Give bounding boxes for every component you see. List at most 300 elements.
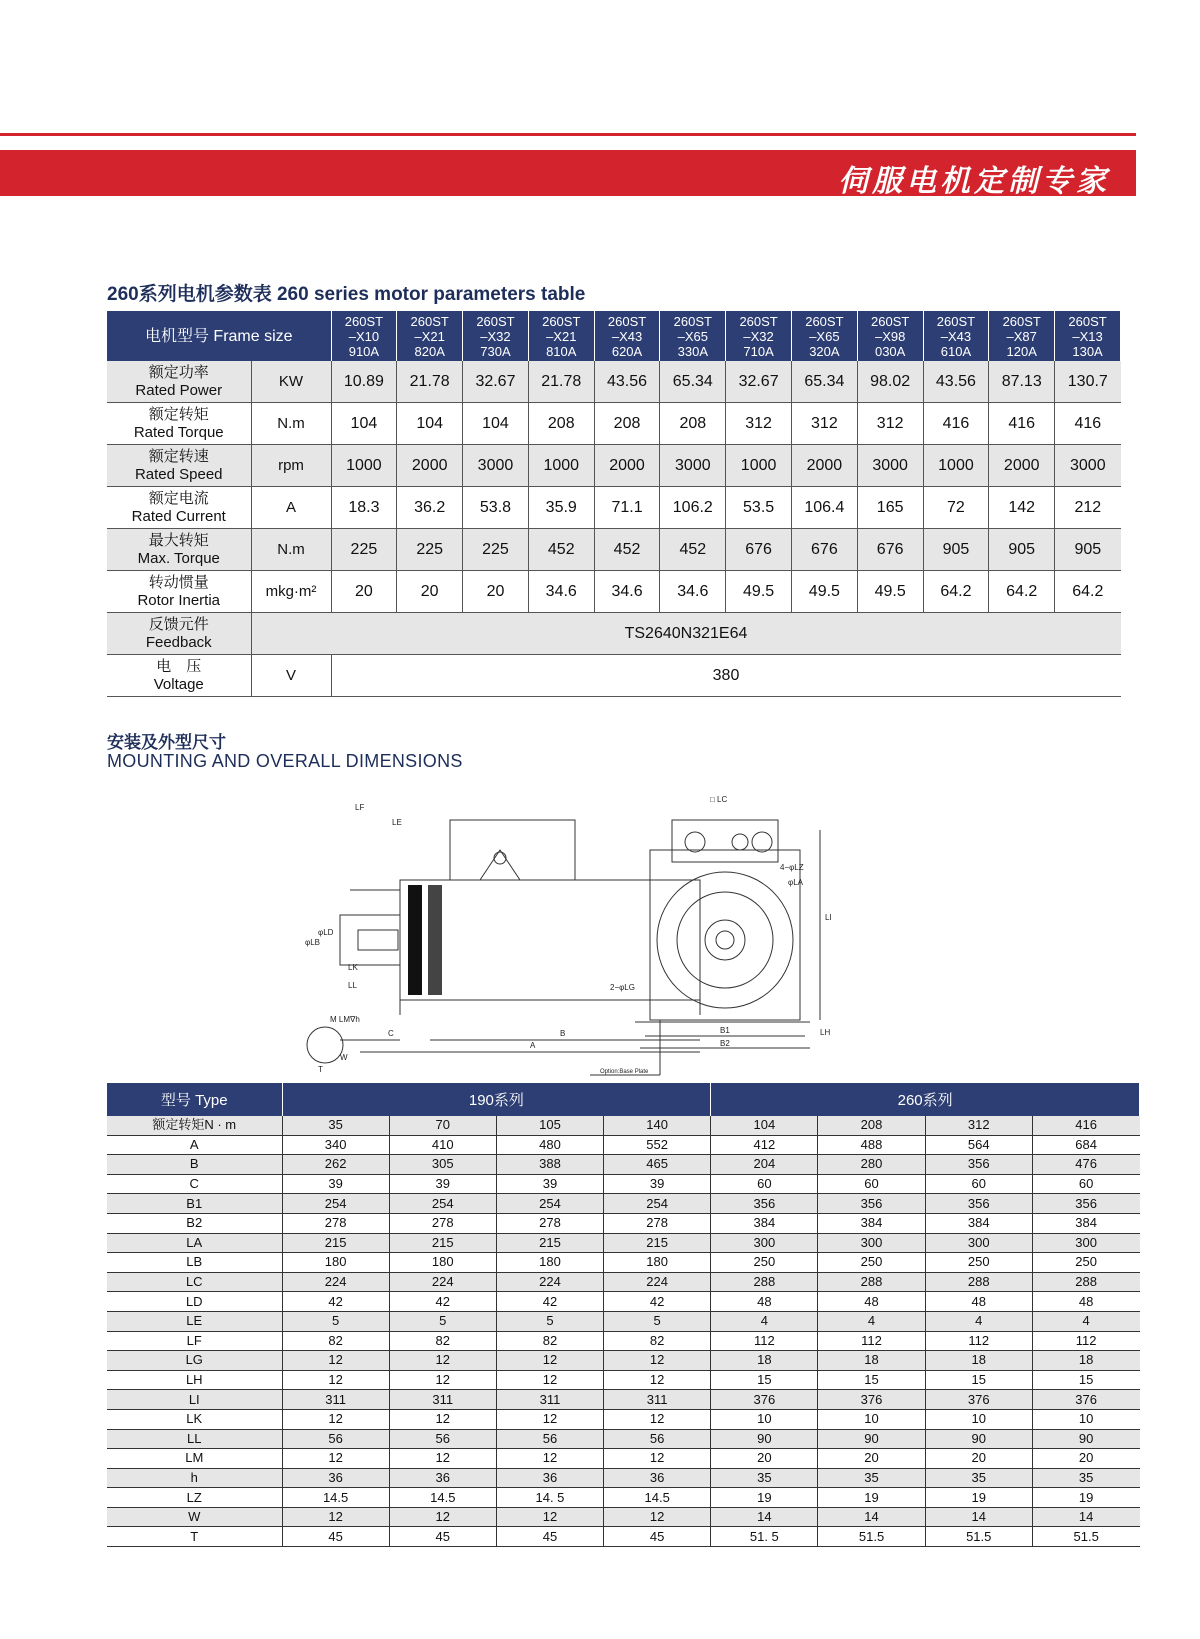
dim-value: 376 <box>925 1390 1032 1410</box>
dim-value: 12 <box>604 1409 711 1429</box>
param-value: 64.2 <box>923 571 989 613</box>
dim-value: 5 <box>496 1311 603 1331</box>
param-label-en: Rated Current <box>131 507 226 525</box>
dim-value: 384 <box>925 1213 1032 1233</box>
param-label-en: Rated Speed <box>134 465 223 483</box>
dim-label: LI <box>107 1390 282 1410</box>
label-lh: LH <box>820 1028 831 1037</box>
model-code-part: 610A <box>940 343 972 359</box>
param-value: 2000 <box>594 445 660 487</box>
dim-value: 224 <box>282 1272 389 1292</box>
dim-value: 180 <box>496 1253 603 1273</box>
param-value: 452 <box>594 529 660 571</box>
param-value: 49.5 <box>791 571 857 613</box>
model-code-part: –X21 <box>546 328 577 344</box>
param-value: 106.2 <box>660 487 726 529</box>
dim-value: 552 <box>604 1135 711 1155</box>
param-value: 98.02 <box>857 361 923 403</box>
dim-value: 20 <box>1032 1449 1139 1469</box>
header-banner <box>0 150 1136 199</box>
dim-value: 45 <box>496 1527 603 1547</box>
dim-value: 14.5 <box>604 1488 711 1508</box>
model-code-part: 820A <box>414 343 445 359</box>
dim-label: LE <box>107 1311 282 1331</box>
dim-value: 51. 5 <box>711 1527 818 1547</box>
param-value: 416 <box>989 403 1055 445</box>
param-value: 104 <box>397 403 463 445</box>
feedback-label-cn: 反馈元件 <box>148 615 209 633</box>
dim-value: 288 <box>925 1272 1032 1292</box>
dim-row <box>107 1292 1140 1312</box>
param-value: 312 <box>726 403 792 445</box>
dim-value: 60 <box>925 1174 1032 1194</box>
voltage-row <box>107 655 1121 697</box>
dim-value: 12 <box>389 1409 496 1429</box>
label-ll: LL <box>348 981 357 990</box>
label-a: A <box>530 1041 536 1050</box>
dim-value: 12 <box>496 1370 603 1390</box>
model-code-part: 260ST <box>542 313 581 329</box>
param-value: 3000 <box>1055 445 1121 487</box>
param-value: 1000 <box>726 445 792 487</box>
dim-value: 14.5 <box>389 1488 496 1508</box>
param-value: 208 <box>594 403 660 445</box>
dim-value: 480 <box>496 1135 603 1155</box>
label-lz: 4−φLZ <box>780 863 804 872</box>
dim-row <box>107 1429 1140 1449</box>
feedback-row <box>107 613 1121 655</box>
param-value: 32.67 <box>726 361 792 403</box>
model-header <box>660 311 726 361</box>
param-value: 208 <box>660 403 726 445</box>
dim-value: 18 <box>818 1351 925 1371</box>
dim-value: 224 <box>389 1272 496 1292</box>
dim-row <box>107 1527 1140 1547</box>
dim-value: 488 <box>818 1135 925 1155</box>
dim-value: 180 <box>604 1253 711 1273</box>
model-code-part: 260ST <box>1002 313 1041 329</box>
param-value: 20 <box>463 571 529 613</box>
dim-value: 15 <box>711 1370 818 1390</box>
dim-value: 18 <box>1032 1351 1139 1371</box>
label-li: LI <box>825 913 832 922</box>
dim-value: 356 <box>925 1194 1032 1214</box>
dim-value: 5 <box>604 1311 711 1331</box>
model-code-part: –X98 <box>874 328 906 344</box>
dim-value: 465 <box>604 1155 711 1175</box>
voltage-label-en: Voltage <box>153 675 204 693</box>
dim-value: 300 <box>711 1233 818 1253</box>
param-value: 35.9 <box>528 487 594 529</box>
model-header <box>594 311 660 361</box>
model-code-part: 260ST <box>739 313 778 329</box>
param-label <box>107 445 251 487</box>
dim-value: 12 <box>282 1449 389 1469</box>
param-value: 20 <box>331 571 397 613</box>
label-lf: LF <box>355 803 365 812</box>
dim-value: 20 <box>925 1449 1032 1469</box>
dim-row <box>107 1116 1140 1135</box>
param-label-cn: 额定转速 <box>148 447 209 465</box>
dim-value: 12 <box>496 1507 603 1527</box>
dim-value: 388 <box>496 1155 603 1175</box>
dim-value: 288 <box>1032 1272 1139 1292</box>
dim-value: 4 <box>925 1311 1032 1331</box>
dim-value: 90 <box>818 1429 925 1449</box>
dim-value: 39 <box>282 1174 389 1194</box>
dim-value: 250 <box>818 1253 925 1273</box>
param-unit: A <box>251 487 331 529</box>
model-code-part: 260ST <box>673 313 712 329</box>
dim-value: 262 <box>282 1155 389 1175</box>
dim-value: 42 <box>604 1292 711 1312</box>
dim-value: 10 <box>818 1409 925 1429</box>
model-code-part: 130A <box>1072 343 1103 359</box>
dim-value: 112 <box>1032 1331 1139 1351</box>
param-value: 34.6 <box>660 571 726 613</box>
dim-value: 376 <box>818 1390 925 1410</box>
param-value: 21.78 <box>528 361 594 403</box>
param-value: 225 <box>463 529 529 571</box>
model-header <box>726 311 792 361</box>
param-row <box>107 445 1121 487</box>
model-code-part: 910A <box>348 343 380 359</box>
param-value: 3000 <box>463 445 529 487</box>
dim-value: 14. 5 <box>496 1488 603 1508</box>
dim-label: A <box>107 1135 282 1155</box>
param-label <box>107 403 251 445</box>
dim-value: 215 <box>496 1233 603 1253</box>
dim-value: 48 <box>711 1292 818 1312</box>
dim-value: 51.5 <box>1032 1527 1139 1547</box>
model-code-part: 620A <box>611 343 643 359</box>
model-code-part: –X87 <box>1006 328 1037 344</box>
dim-value: 48 <box>818 1292 925 1312</box>
dim-value: 278 <box>496 1213 603 1233</box>
param-value: 36.2 <box>397 487 463 529</box>
param-value: 49.5 <box>857 571 923 613</box>
param-label <box>107 571 251 613</box>
dim-value: 39 <box>389 1174 496 1194</box>
dim-value: 36 <box>282 1468 389 1488</box>
dim-value: 45 <box>282 1527 389 1547</box>
param-label-cn: 额定电流 <box>148 489 209 507</box>
label-lc: □ LC <box>710 795 728 804</box>
dim-value: 82 <box>496 1331 603 1351</box>
dim-value: 104 <box>711 1116 818 1135</box>
dim-value: 305 <box>389 1155 496 1175</box>
dim-value: 12 <box>282 1507 389 1527</box>
model-code-part: 030A <box>874 343 906 359</box>
dim-value: 15 <box>1032 1370 1139 1390</box>
model-code-part: –X32 <box>480 328 511 344</box>
param-value: 312 <box>857 403 923 445</box>
dim-value: 70 <box>389 1116 496 1135</box>
dim-value: 254 <box>604 1194 711 1214</box>
param-unit: KW <box>251 361 331 403</box>
motor-front-view <box>650 850 800 1020</box>
dim-value: 51.5 <box>818 1527 925 1547</box>
param-value: 43.56 <box>594 361 660 403</box>
series-260-header: 260系列 <box>711 1083 1140 1116</box>
dim-label: LL <box>107 1429 282 1449</box>
param-value: 43.56 <box>923 361 989 403</box>
label-lg: 2−φLG <box>610 983 635 992</box>
voltage-unit: V <box>251 655 331 697</box>
dim-value: 254 <box>496 1194 603 1214</box>
param-value: 65.34 <box>660 361 726 403</box>
model-code-part: –X65 <box>809 328 840 344</box>
param-value: 53.5 <box>726 487 792 529</box>
dim-label: h <box>107 1468 282 1488</box>
dim-value: 12 <box>389 1370 496 1390</box>
dim-value: 384 <box>818 1213 925 1233</box>
param-row <box>107 487 1121 529</box>
param-value: 312 <box>791 403 857 445</box>
dim-row <box>107 1194 1140 1214</box>
param-label-cn: 最大转矩 <box>148 531 209 549</box>
dim-value: 90 <box>711 1429 818 1449</box>
type-header: 型号 Type <box>107 1083 282 1116</box>
dim-value: 311 <box>282 1390 389 1410</box>
dim-value: 180 <box>282 1253 389 1273</box>
dim-row <box>107 1253 1140 1273</box>
param-unit: mkg·m² <box>251 571 331 613</box>
param-value: 452 <box>528 529 594 571</box>
param-label <box>107 529 251 571</box>
frame-size-header: 电机型号 Frame size <box>107 311 331 361</box>
dim-row <box>107 1155 1140 1175</box>
banner-slogan: 伺服电机定制专家 <box>838 164 1110 199</box>
model-code-part: –X43 <box>940 328 972 344</box>
dim-value: 140 <box>604 1116 711 1135</box>
dim-label: 额定转矩N · m <box>107 1116 282 1135</box>
dim-value: 340 <box>282 1135 389 1155</box>
dim-value: 12 <box>604 1351 711 1371</box>
param-value: 676 <box>726 529 792 571</box>
dim-row <box>107 1468 1140 1488</box>
dim-value: 300 <box>925 1233 1032 1253</box>
dim-value: 10 <box>925 1409 1032 1429</box>
param-label-cn: 额定功率 <box>148 363 209 381</box>
dim-label: T <box>107 1527 282 1547</box>
dim-value: 300 <box>1032 1233 1139 1253</box>
dim-value: 56 <box>282 1429 389 1449</box>
dim-value: 376 <box>1032 1390 1139 1410</box>
param-row <box>107 529 1121 571</box>
dim-value: 12 <box>604 1507 711 1527</box>
model-header <box>1055 311 1121 361</box>
dim-value: 311 <box>496 1390 603 1410</box>
model-code-part: –X13 <box>1072 328 1103 344</box>
dim-value: 10 <box>711 1409 818 1429</box>
param-value: 905 <box>989 529 1055 571</box>
dim-value: 42 <box>389 1292 496 1312</box>
dim-value: 19 <box>818 1488 925 1508</box>
param-value: 53.8 <box>463 487 529 529</box>
dim-value: 12 <box>389 1351 496 1371</box>
dim-value: 56 <box>496 1429 603 1449</box>
param-value: 2000 <box>989 445 1055 487</box>
dim-value: 105 <box>496 1116 603 1135</box>
param-value: 3000 <box>660 445 726 487</box>
mounting-title-cn: 安装及外型尺寸 <box>107 733 226 752</box>
dim-value: 204 <box>711 1155 818 1175</box>
param-value: 165 <box>857 487 923 529</box>
param-value: 64.2 <box>1055 571 1121 613</box>
dim-value: 19 <box>711 1488 818 1508</box>
model-code-part: 260ST <box>476 313 515 329</box>
param-label <box>107 361 251 403</box>
dim-value: 10 <box>1032 1409 1139 1429</box>
dim-value: 45 <box>604 1527 711 1547</box>
dim-value: 312 <box>925 1116 1032 1135</box>
dim-value: 112 <box>711 1331 818 1351</box>
label-b: B <box>560 1029 566 1038</box>
dim-value: 384 <box>711 1213 818 1233</box>
dim-value: 12 <box>282 1409 389 1429</box>
param-unit: N.m <box>251 529 331 571</box>
dim-row <box>107 1409 1140 1429</box>
dim-value: 56 <box>389 1429 496 1449</box>
label-le: LE <box>392 818 402 827</box>
dim-label: LA <box>107 1233 282 1253</box>
model-code-part: 730A <box>480 343 511 359</box>
dim-value: 180 <box>389 1253 496 1273</box>
param-label-en: Max. Torque <box>137 549 220 567</box>
param-value: 104 <box>463 403 529 445</box>
dim-value: 208 <box>818 1116 925 1135</box>
dim-value: 45 <box>389 1527 496 1547</box>
dim-label: B1 <box>107 1194 282 1214</box>
dim-value: 356 <box>1032 1194 1139 1214</box>
feedback-label <box>107 613 251 655</box>
param-value: 225 <box>397 529 463 571</box>
model-code-part: 260ST <box>344 313 384 329</box>
dim-value: 14 <box>1032 1507 1139 1527</box>
param-value: 905 <box>1055 529 1121 571</box>
label-ld: φLD <box>318 928 334 937</box>
voltage-label-cn: 电 压 <box>156 657 202 675</box>
model-header <box>331 311 397 361</box>
dim-row <box>107 1370 1140 1390</box>
param-value: 3000 <box>857 445 923 487</box>
param-label-en: Rated Power <box>135 381 223 399</box>
model-code-part: –X10 <box>348 328 380 344</box>
label-mlm: M LM∇h <box>330 1015 360 1024</box>
param-row <box>107 361 1121 403</box>
dim-value: 476 <box>1032 1155 1139 1175</box>
dim-value: 12 <box>496 1449 603 1469</box>
dim-label: LK <box>107 1409 282 1429</box>
dim-value: 48 <box>1032 1292 1139 1312</box>
dim-label: W <box>107 1507 282 1527</box>
dim-value: 12 <box>389 1449 496 1469</box>
param-value: 1000 <box>331 445 397 487</box>
dim-value: 35 <box>1032 1468 1139 1488</box>
dim-value: 250 <box>925 1253 1032 1273</box>
dim-value: 215 <box>604 1233 711 1253</box>
dim-value: 288 <box>711 1272 818 1292</box>
param-value: 676 <box>857 529 923 571</box>
param-row <box>107 571 1121 613</box>
param-value: 21.78 <box>397 361 463 403</box>
param-value: 34.6 <box>594 571 660 613</box>
dim-value: 5 <box>282 1311 389 1331</box>
dim-value: 48 <box>925 1292 1032 1312</box>
dim-value: 288 <box>818 1272 925 1292</box>
dim-value: 278 <box>604 1213 711 1233</box>
dim-value: 14.5 <box>282 1488 389 1508</box>
param-label <box>107 487 251 529</box>
dim-value: 280 <box>818 1155 925 1175</box>
dim-label: C <box>107 1174 282 1194</box>
dim-value: 356 <box>711 1194 818 1214</box>
param-table-title: 260系列电机参数表 260 series motor parameters table <box>107 284 586 305</box>
dim-value: 56 <box>604 1429 711 1449</box>
dim-value: 82 <box>604 1331 711 1351</box>
param-value: 208 <box>528 403 594 445</box>
dim-value: 311 <box>604 1390 711 1410</box>
dim-row <box>107 1390 1140 1410</box>
dim-value: 112 <box>818 1331 925 1351</box>
param-value: 64.2 <box>989 571 1055 613</box>
dim-value: 278 <box>282 1213 389 1233</box>
dim-value: 60 <box>818 1174 925 1194</box>
model-header <box>397 311 463 361</box>
param-label-en: Rotor Inertia <box>137 591 221 609</box>
dim-value: 19 <box>925 1488 1032 1508</box>
dim-value: 250 <box>711 1253 818 1273</box>
dim-value: 12 <box>496 1351 603 1371</box>
dim-value: 12 <box>496 1409 603 1429</box>
dim-value: 36 <box>389 1468 496 1488</box>
dim-value: 15 <box>818 1370 925 1390</box>
dim-row <box>107 1213 1140 1233</box>
lifting-eye <box>480 850 520 880</box>
dim-value: 18 <box>711 1351 818 1371</box>
dim-value: 20 <box>818 1449 925 1469</box>
label-base-plate: Option:Base Plate <box>600 1069 649 1075</box>
param-value: 2000 <box>397 445 463 487</box>
shaft-key-section <box>307 1027 343 1063</box>
dim-row <box>107 1351 1140 1371</box>
dim-value: 42 <box>282 1292 389 1312</box>
model-code-part: 260ST <box>1068 313 1107 329</box>
dim-value: 356 <box>925 1155 1032 1175</box>
param-value: 65.34 <box>791 361 857 403</box>
dim-value: 39 <box>604 1174 711 1194</box>
dim-label: LZ <box>107 1488 282 1508</box>
label-lb: φLB <box>305 938 320 947</box>
dim-value: 384 <box>1032 1213 1139 1233</box>
model-code-part: 260ST <box>871 313 910 329</box>
param-label-cn: 额定转矩 <box>148 405 209 423</box>
dim-value: 684 <box>1032 1135 1139 1155</box>
dim-value: 4 <box>711 1311 818 1331</box>
param-unit: N.m <box>251 403 331 445</box>
dim-label: LG <box>107 1351 282 1371</box>
dim-row <box>107 1331 1140 1351</box>
dim-value: 12 <box>282 1370 389 1390</box>
model-code-part: –X21 <box>414 328 445 344</box>
dim-value: 4 <box>1032 1311 1139 1331</box>
series-190-header: 190系列 <box>282 1083 711 1116</box>
dim-value: 215 <box>389 1233 496 1253</box>
dim-value: 278 <box>389 1213 496 1233</box>
dim-value: 42 <box>496 1292 603 1312</box>
dim-value: 14 <box>818 1507 925 1527</box>
